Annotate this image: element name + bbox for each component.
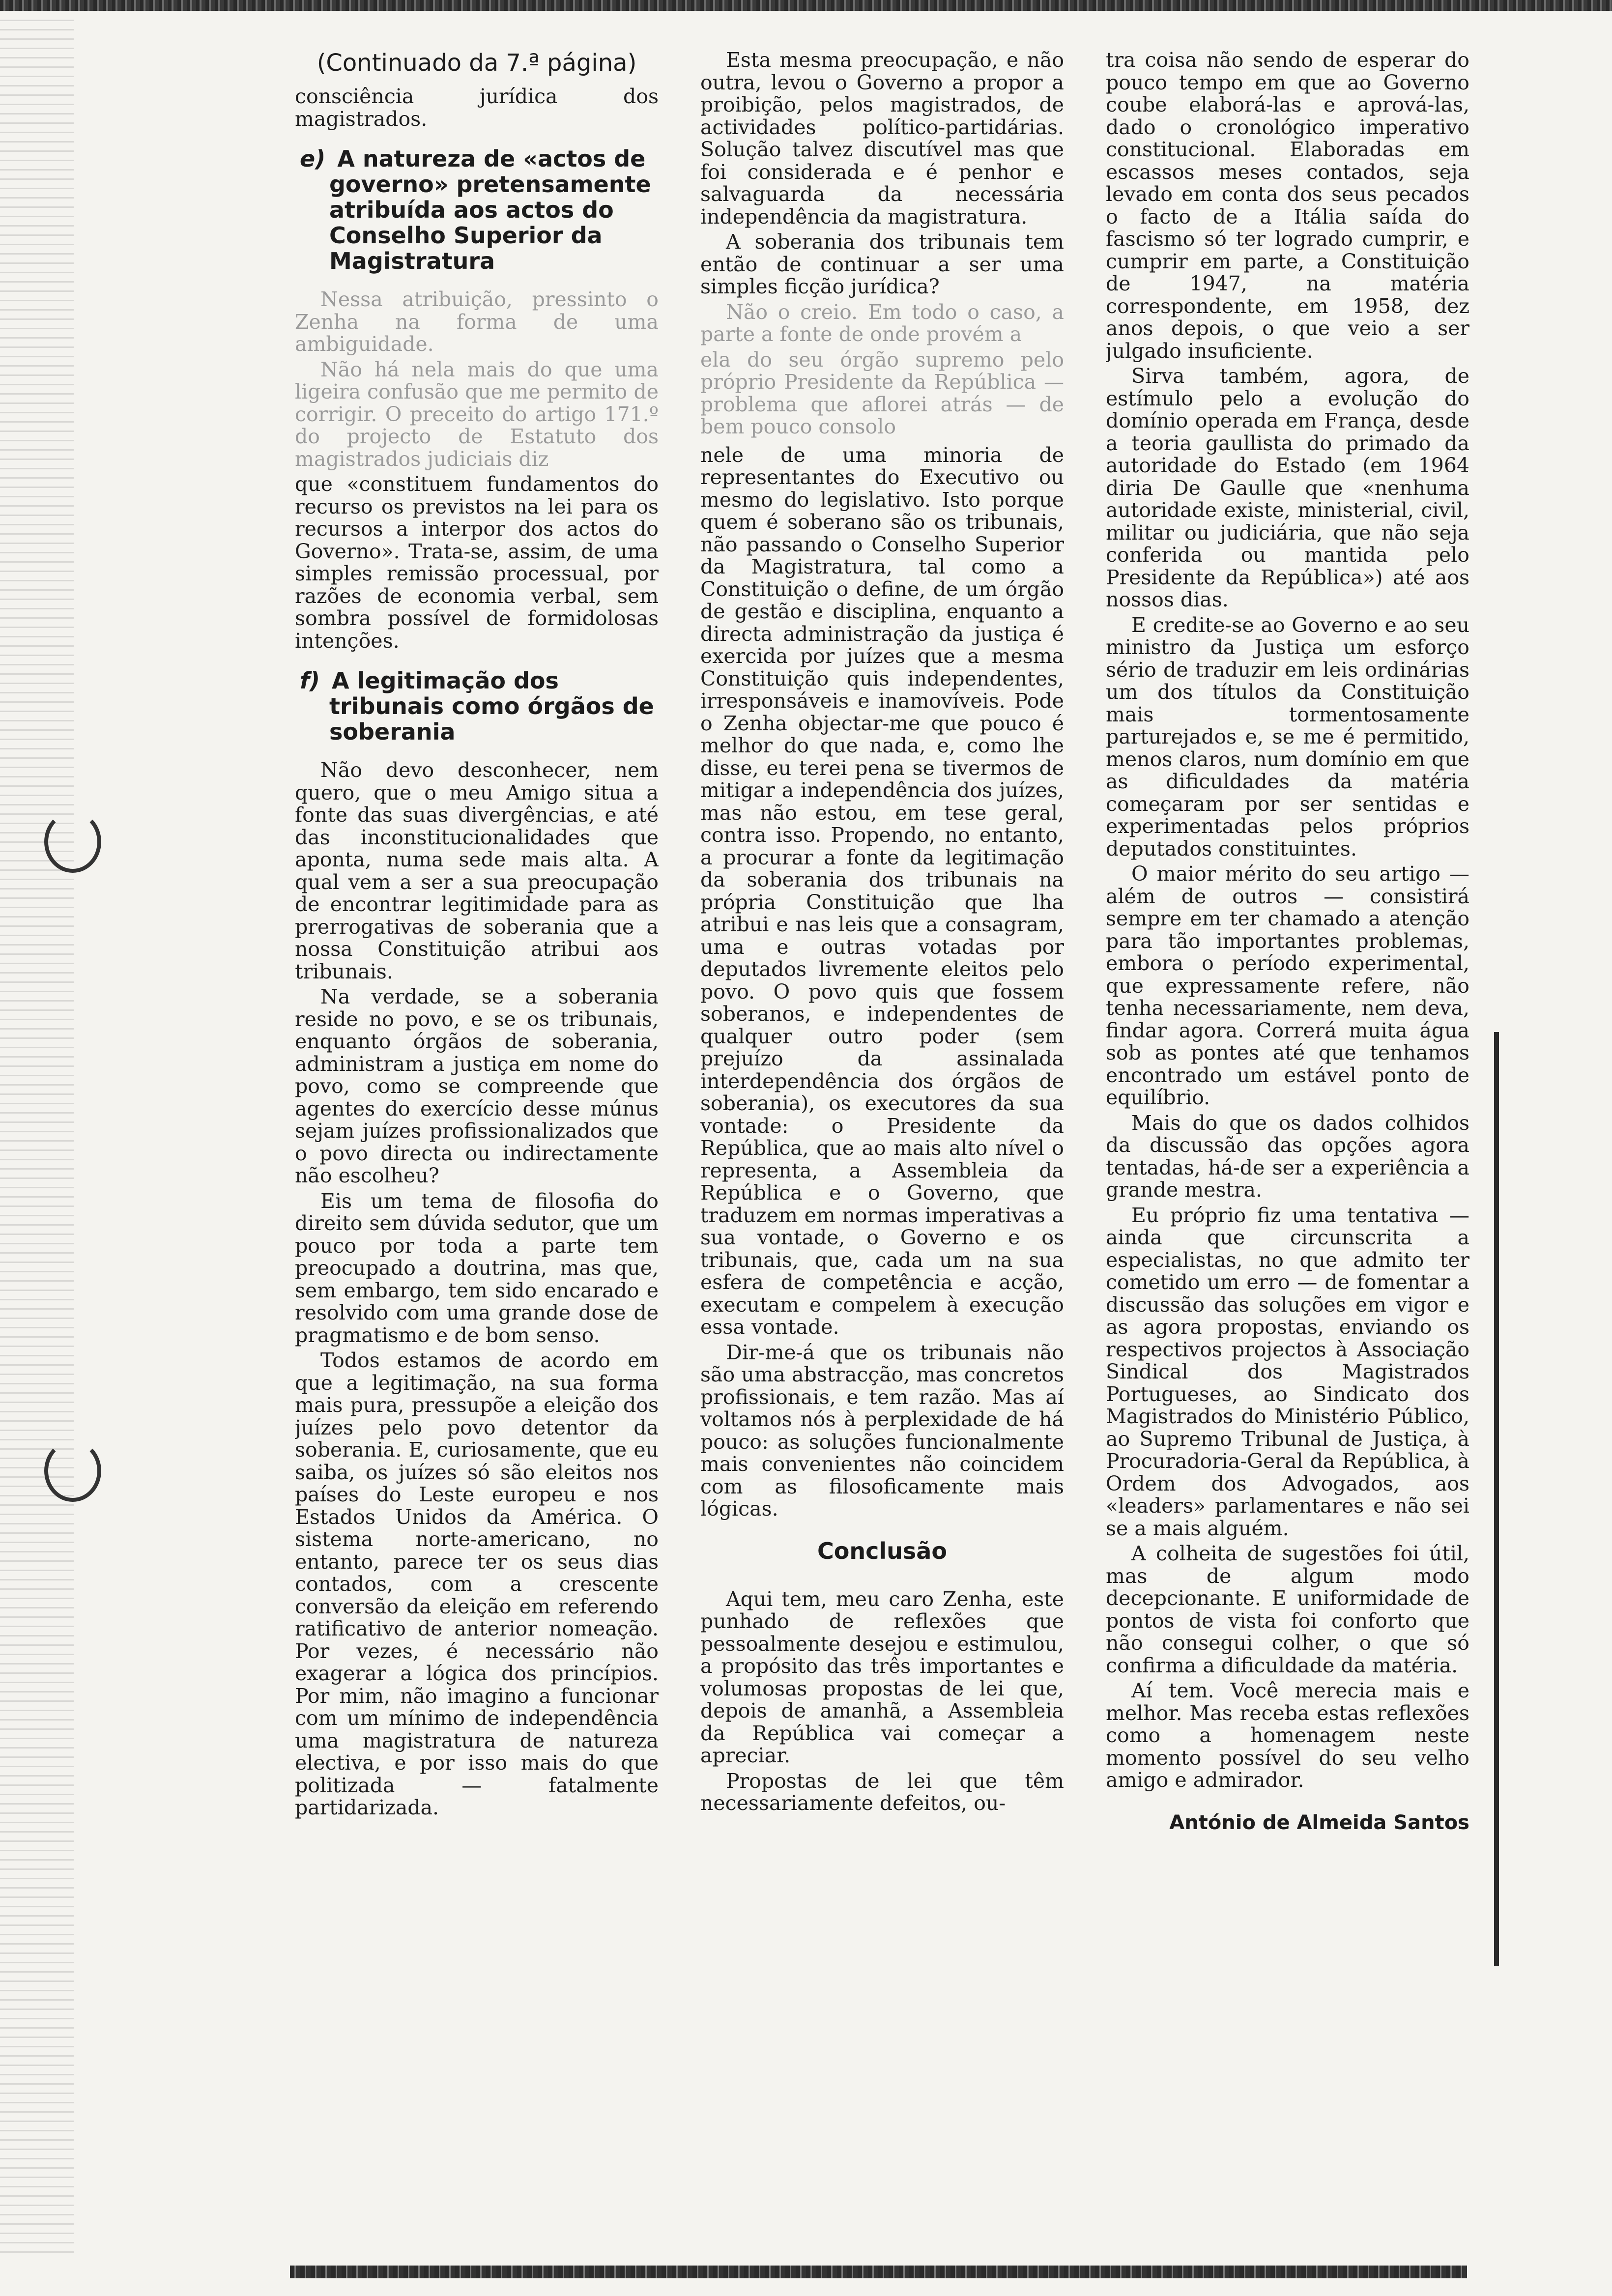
paragraph: Dir-me-á que os tribunais não são uma abstracção, mas concretos profissionais, e tem razão. Mas aí voltamos nós à perplexidade de há pouco: as soluções funcionalmente mais convenientes não coincidem com as filosoficamente mais lógicas. xyxy=(700,1340,1064,1521)
paragraph: Eu próprio fiz uma tentativa — ainda que circunscrita a especialistas, no que admito ter cometido um erro — de fomentar a discussão das soluções em vigor e as agora propostas, enviando os respectivos projectos à Associação Sindical dos Magistrados Portugueses, ao Sindicato dos Magistrados do Ministério Público, ao Supremo Tribunal de Justiça, à Procuradoria-Geral da República, à Ordem dos Advogados, aos «leaders» parlamentares e não sei se a mais alguém. xyxy=(1106,1203,1469,1540)
paragraph: tra coisa não sendo de esperar do pouco tempo em que ao Governo coube elaborá-las e aprová-las, dado o cronológico imperativo constitucional. Elaboradas em escassos meses contados, seja levado em conta dos seus pecados o facto de a Itália saída do fascismo só ter logrado cumprir, e cumprir em parte, a Constituição de 1947, na matéria correspondente, em 1958, dez anos depois, o que veio a ser julgado insuficiente. xyxy=(1106,49,1469,363)
bottom-rule xyxy=(290,2266,1467,2278)
column-3 xyxy=(1106,49,1469,2261)
heading-letter: e) xyxy=(300,145,326,172)
heading-letter: f) xyxy=(300,667,320,694)
paragraph: consciência jurídica dos magistrados. xyxy=(295,85,659,131)
column-1 xyxy=(295,49,659,2261)
paragraph: Não o creio. Em todo o caso, a parte a fonte de onde provém a xyxy=(700,300,1064,346)
section-heading-f xyxy=(295,668,659,745)
paragraph: Aí tem. Você merecia mais e melhor. Mas receba estas reflexões como a homenagem neste momento possível do seu velho amigo e admirador. xyxy=(1106,1679,1469,1792)
paragraph: Aqui tem, meu caro Zenha, este punhado de reflexões que pessoalmente desejou e estimulou, a propósito das três importantes e volumosas propostas de lei que, depois de amanhã, a Assembleia da República vai começar a apreciar. xyxy=(700,1587,1064,1767)
paragraph: E credite-se ao Governo e ao seu ministro da Justiça um esforço sério de traduzir em leis ordinárias um dos títulos da Constituição mais tormentosamente parturejados e, se me é permitido, menos claros, num domínio em que as dificuldades da matéria começaram por ser sentidas e experimentadas pelos próprios deputados constituintes. xyxy=(1106,613,1469,861)
paragraph: O maior mérito do seu artigo — além de outros — consistirá sempre em ter chamado a atenção para tão importantes problemas, embora o período experimental, que expressamente refere, não tenha necessariamente, nem deva, findar agora. Correrá muita água sob as pontes até que tenhamos encontrado um estável ponto de equilíbrio. xyxy=(1106,862,1469,1109)
paragraph: nele de uma minoria de representantes do Executivo ou mesmo do legislativo. Isto porque quem é soberano são os tribunais, não passando o Conselho Superior da Magistratura, tal como a Constituição o define, de um órgão de gestão e disciplina, enquanto a directa administração da justiça é exercida por juízes que a mesma Constituição quis independentes, irresponsáveis e inamovíveis. Pode o Zenha objectar-me que pouco é melhor do que nada, e, como lhe disse, eu terei pena se tivermos de mitigar a independência dos juízes, mas não estou, em tese geral, contra isso. Propendo, no entanto, a procurar a fonte da legitimação da soberania dos tribunais na própria Constituição que lha atribui e nas leis que a consagram, uma e outras votadas por deputados livremente eleitos pelo povo. O povo quis que fossem soberanos, e independentes de qualquer outro poder (sem prejuízo da assinalada interdependência dos órgãos de soberania), os executores da sua vontade: o Presidente da República, que ao mais alto nível o representa, a Assembleia da República e o Governo, que traduzem em normas imperativas a sua vontade, o Governo e os tribunais, que, cada um na sua esfera de competência e acção, executam e compelem à execução essa vontade. xyxy=(700,443,1064,1339)
paragraph: A soberania dos tribunais tem então de continuar a ser uma simples ficção jurídica? xyxy=(700,230,1064,298)
column-2 xyxy=(700,49,1064,2261)
left-margin-mark xyxy=(44,1440,101,1502)
top-rule xyxy=(0,0,1612,11)
heading-text: A legitimação dos tribunais como órgãos de soberania xyxy=(329,667,654,745)
paragraph: Mais do que os dados colhidos da discussão das opções agora tentadas, há-de ser a experiência a grande mestra. xyxy=(1106,1111,1469,1202)
paragraph: A colheita de sugestões foi útil, mas de algum modo decepcionante. E uniformidade de pontos de vista foi conforto que não consegui colher, o que só confirma a dificuldade da matéria. xyxy=(1106,1542,1469,1677)
adjacent-column-bleed xyxy=(0,20,74,2261)
paragraph: Todos estamos de acordo em que a legitimação, na sua forma mais pura, pressupõe a eleição dos juízes pelo povo detentor da soberania. E, curiosamente, que eu saiba, os juízes só são eleitos nos países do Leste europeu e nos Estados Unidos da América. O sistema norte-americano, no entanto, parece ter os seus dias contados, com a crescente conversão da eleição em referendo ratificativo de anterior nomeação. Por vezes, é necessário não exagerar a lógica dos princípios. Por mim, não imagino a funcionar com um mínimo de independência uma magistratura de natureza electiva, e por isso mais do que politizada — fatalmente partidarizada. xyxy=(295,1349,659,1819)
paragraph: Eis um tema de filosofia do direito sem dúvida sedutor, que um pouco por toda a parte tem preocupado a doutrina, mas que, sem embargo, tem sido encarado e resolvido com uma grande dose de pragmatismo e de bom senso. xyxy=(295,1189,659,1347)
paragraph: Esta mesma preocupação, e não outra, levou o Governo a propor a proibição, pelos magistrados, de actividades político-partidárias. Solução talvez discutível mas que foi considerada e é penhor e salvaguarda da necessária independência da magistratura. xyxy=(700,49,1064,229)
left-margin-mark xyxy=(44,811,101,873)
paragraph: ela do seu órgão supremo pelo próprio Presidente da República — problema que aflorei atrás — de bem pouco consolo xyxy=(700,347,1064,438)
right-margin-line xyxy=(1494,1032,1499,1966)
paragraph: Sirva também, agora, de estímulo pelo a evolução do domínio operada em França, desde a teoria gaullista do primado da autoridade do Estado (em 1964 diria De Gaulle que «nenhuma autoridade existe, ministerial, civil, militar ou judiciária, que não seja conferida ou mantida pelo Presidente da República») até aos nossos dias. xyxy=(1106,364,1469,611)
author-signature: António de Almeida Santos xyxy=(1169,1811,1469,1834)
heading-text: A natureza de «actos de governo» pretensamente atribuída aos actos do Conselho Superior da Magistratura xyxy=(329,145,651,274)
paragraph: que «constituem fundamentos do recurso os previstos na lei para os recursos a interpor dos actos do Governo». Trata-se, assim, de uma simples remissão processual, por razões de economia verbal, sem sombra possível de formidolosas intenções. xyxy=(295,472,659,653)
paragraph: Na verdade, se a soberania reside no povo, e se os tribunais, enquanto órgãos de soberania, administram a justiça em nome do povo, como se compreende que agentes do exercício desse múnus sejam juízes profissionalizados que o povo directa ou indirectamente não escolheu? xyxy=(295,985,659,1187)
paragraph: Propostas de lei que têm necessariamente defeitos, ou- xyxy=(700,1769,1064,1815)
section-heading-e xyxy=(295,146,659,274)
paragraph: Nessa atribuição, pressinto o Zenha na forma de uma ambiguidade. xyxy=(295,287,659,356)
continued-from-label: (Continuado da 7.ª página) xyxy=(317,49,637,77)
paragraph: Não há nela mais do que uma ligeira confusão que me permito de corrigir. O preceito do artigo 171.º do projecto de Estatuto dos magistrados judiciais diz xyxy=(295,357,659,471)
paragraph: Não devo desconhecer, nem quero, que o meu Amigo situa a fonte das suas divergências, e até das inconstitucionalidades que aponta, numa sede mais alta. A qual vem a ser a sua preocupação de encontrar legitimidade para as prerrogativas de soberania que a nossa Constituição atribui aos tribunais. xyxy=(295,758,659,983)
conclusion-heading: Conclusão xyxy=(817,1537,947,1564)
